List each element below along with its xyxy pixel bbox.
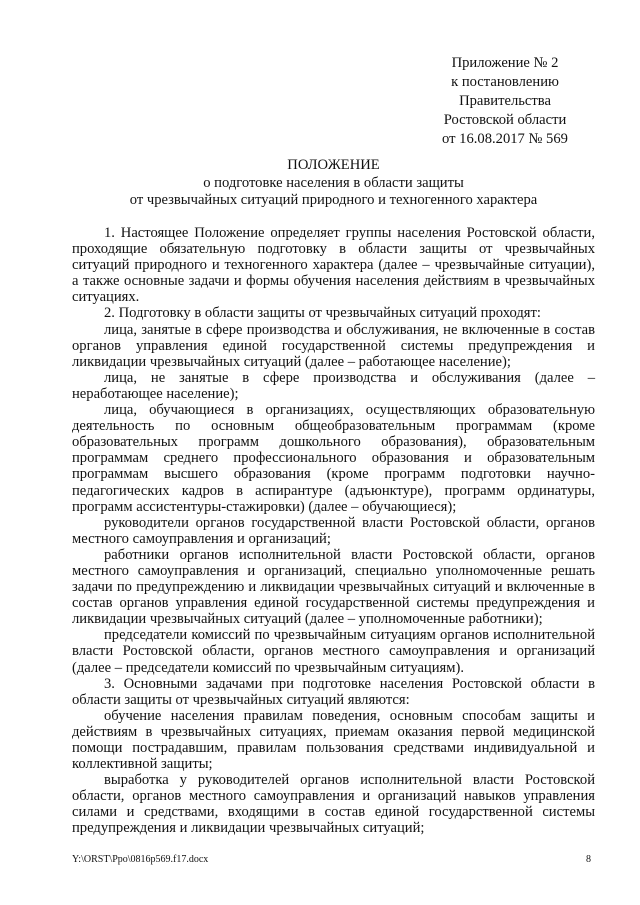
paragraph: обучение населения правилам поведения, основным способам защиты и действиям в чрезвычайных ситуациях, приемам оказания первой медицинской помощи пострадавшим, правилам пользования средствами индивидуальной и коллективной защиты; <box>72 707 595 773</box>
paragraph: руководители органов государственной власти Ростовской области, органов местного самоуправления и организаций; <box>72 514 595 547</box>
paragraph: выработка у руководителей органов исполнительной власти Ростовской области, органов местного самоуправления и организаций навыков управления силами и средствами, входящими в состав единой государственной системы предупреждения и ликвидации чрезвычайных ситуаций; <box>72 772 595 837</box>
paragraph: 1. Настоящее Положение определяет группы населения Ростовской области, проходящие обязательную подготовку в области защиты от чрезвычайных ситуаций природного и техногенного характера (далее – чрезвычайные ситуации), а также основные задачи и формы обучения населения действиям в чрезвычайных ситуациях. <box>72 225 595 306</box>
paragraph: лица, не занятые в сфере производства и обслуживания (далее – неработающее население); <box>72 369 595 402</box>
appendix-line-2: к постановлению <box>451 74 559 90</box>
paragraph: 3. Основными задачами при подготовке населения Ростовской области в области защиты от чрезвычайных ситуаций являются: <box>72 675 595 708</box>
paragraph: 2. Подготовку в области защиты от чрезвычайных ситуаций проходят: <box>104 305 541 322</box>
document-title <box>72 157 595 210</box>
footer-file-path: Y:\ORST\Ppo\0816p569.f17.docx <box>72 854 209 865</box>
title-subline-1: о подготовке населения в области защиты <box>203 174 464 191</box>
page-number: 8 <box>586 854 591 865</box>
document-body <box>72 225 595 837</box>
paragraph: председатели комиссий по чрезвычайным ситуациям органов исполнительной власти Ростовской области, органов местного самоуправления и организаций (далее – председатели комиссий по чрезвычайным ситуациям). <box>72 627 595 676</box>
appendix-line-3: Правительства <box>459 93 551 109</box>
paragraph: работники органов исполнительной власти Ростовской области, органов местного самоуправления и организаций, специально уполномоченные решать задачи по предупреждению и ликвидации чрезвычайных ситуаций и включенные в состав органов управления единой государственной системы предупреждения и ликвидации чрезвычайных ситуаций (далее – уполномоченные работники); <box>72 546 595 628</box>
appendix-line-5: от 16.08.2017 № 569 <box>442 131 568 147</box>
title-subline-2: от чрезвычайных ситуаций природного и техногенного характера <box>129 192 538 208</box>
title-heading: ПОЛОЖЕНИЕ <box>287 157 380 173</box>
paragraph: лица, занятые в сфере производства и обслуживания, не включенные в состав органов управления единой государственной системы предупреждения и ликвидации чрезвычайных ситуаций (далее – работающее население); <box>72 321 595 370</box>
appendix-line-4: Ростовской области <box>443 112 567 128</box>
appendix-line-1: Приложение № 2 <box>451 55 559 71</box>
paragraph: лица, обучающиеся в организациях, осуществляющих образовательную деятельность по основным общеобразовательным программам (кроме образовательных программ дошкольного образования), образовательным программам среднего профессионального образования и образовательным программам высшего образования (кроме программ подготовки научно-педагогических кадров в аспирантуре (адъюнктуре), программ ординатуры, программ ассистентуры-стажировки) (далее – обучающиеся); <box>72 402 595 515</box>
appendix-header <box>405 54 605 149</box>
